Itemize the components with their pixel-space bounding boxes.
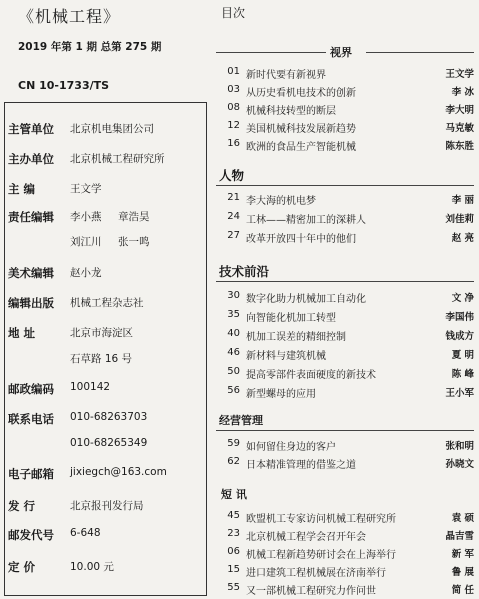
toc-article-title: 机械科技转型的断层 [246, 106, 336, 117]
toc-entry[interactable] [216, 437, 474, 451]
cn-number: CN 10-1733/TS [18, 79, 110, 92]
host-label: 主办单位 [8, 152, 54, 166]
phone-value-2: 010-68265349 [70, 437, 148, 449]
toc-author: 陈东胜 [445, 141, 474, 152]
phone-value-1: 010-68263703 [70, 411, 148, 423]
address-value-2: 石草路 16 号 [70, 353, 133, 365]
masthead-info-box [4, 102, 207, 596]
toc-author: 鲁 展 [451, 567, 474, 578]
toc-page-number: 08 [227, 102, 240, 113]
toc-article-title: 李大海的机电梦 [246, 196, 316, 207]
address-value-1: 北京市海淀区 [70, 327, 133, 339]
toc-author: 李国伟 [445, 312, 474, 323]
toc-article-title: 如何留住身边的客户 [246, 442, 336, 453]
toc-page-number: 23 [227, 528, 240, 539]
toc-article-title: 改革开放四十年中的他们 [246, 234, 356, 245]
toc-page-number: 40 [227, 328, 240, 339]
toc-entry[interactable] [216, 229, 474, 243]
toc-author: 夏 明 [451, 350, 474, 361]
price-label: 定 价 [8, 560, 36, 574]
toc-page-number: 59 [227, 438, 240, 449]
section-vision-heading: 视界 [330, 46, 352, 59]
resp-editor-value-2: 章浩昊 [118, 211, 150, 223]
sponsor-value: 北京机电集团公司 [70, 123, 154, 135]
editor-label: 主 编 [8, 182, 36, 196]
resp-editor-value-4: 张一鸣 [118, 236, 150, 248]
toc-author: 孙晓文 [445, 459, 474, 470]
toc-page-number: 24 [227, 211, 240, 222]
section-divider [216, 185, 474, 186]
toc-entry[interactable] [216, 545, 474, 559]
toc-author: 文 净 [451, 293, 474, 304]
toc-article-title: 数字化助力机械加工自动化 [246, 294, 366, 305]
toc-page-number: 30 [227, 290, 240, 301]
resp-editor-value-3: 刘江川 [70, 236, 102, 248]
toc-entry[interactable] [216, 65, 474, 79]
toc-entry[interactable] [216, 581, 474, 595]
resp-editor-value-1: 李小燕 [70, 211, 102, 223]
section-tech-heading: 技术前沿 [219, 264, 270, 279]
toc-author: 陈 峰 [451, 369, 474, 380]
toc-article-title: 欧盟机工专家访问机械工程研究所 [246, 514, 396, 525]
toc-article-title: 又一部机械工程研究力作问世 [246, 586, 376, 597]
toc-entry[interactable] [216, 210, 474, 224]
toc-author: 新 军 [451, 549, 474, 560]
toc-article-title: 欧洲的食品生产智能机械 [246, 142, 356, 153]
section-news-heading: 短 讯 [221, 488, 247, 501]
toc-page-number: 15 [227, 564, 240, 575]
sponsor-label: 主管单位 [8, 122, 54, 136]
toc-author: 袁 硕 [451, 513, 474, 524]
toc-page-number: 06 [227, 546, 240, 557]
art-editor-label: 美术编辑 [8, 266, 54, 280]
toc-entry[interactable] [216, 83, 474, 97]
email-label: 电子邮箱 [8, 467, 54, 481]
postcode-value: 100142 [70, 381, 111, 393]
toc-entry[interactable] [216, 327, 474, 341]
toc-article-title: 美国机械科技发展新趋势 [246, 124, 356, 135]
toc-entry[interactable] [216, 101, 474, 115]
toc-entry[interactable] [216, 509, 474, 523]
toc-page-number: 12 [227, 120, 240, 131]
distribution-value: 北京报刊发行局 [70, 500, 144, 512]
email-value: jixiegch@163.com [70, 466, 167, 478]
section-people-heading: 人物 [219, 168, 245, 183]
section-divider [366, 52, 474, 53]
toc-entry[interactable] [216, 289, 474, 303]
publisher-value: 机械工程杂志社 [70, 297, 144, 309]
toc-page-number: 55 [227, 582, 240, 593]
toc-author: 钱成方 [445, 331, 474, 342]
toc-entry[interactable] [216, 119, 474, 133]
toc-article-title: 日本精准管理的借鉴之道 [246, 460, 356, 471]
address-label: 地 址 [8, 326, 36, 340]
toc-page-number: 62 [227, 456, 240, 467]
toc-author: 王小军 [445, 388, 474, 399]
toc-article-title: 工林——精密加工的深耕人 [246, 215, 366, 226]
toc-author: 简 任 [451, 585, 474, 596]
toc-entry[interactable] [216, 455, 474, 469]
toc-author: 赵 亮 [451, 233, 474, 244]
phone-label: 联系电话 [8, 412, 54, 426]
toc-page-number: 56 [227, 385, 240, 396]
distribution-label: 发 行 [8, 499, 36, 513]
toc-article-title: 北京机械工程学会召开年会 [246, 532, 366, 543]
toc-page-number: 35 [227, 309, 240, 320]
journal-title: 《机械工程》 [18, 7, 121, 26]
toc-article-title: 新型螺母的应用 [246, 389, 316, 400]
section-divider [216, 52, 326, 53]
toc-author: 刘佳莉 [445, 214, 474, 225]
host-value: 北京机械工程研究所 [70, 153, 165, 165]
section-divider [216, 281, 474, 282]
toc-entry[interactable] [216, 365, 474, 379]
toc-article-title: 新时代要有新视界 [246, 70, 326, 81]
toc-article-title: 新材料与建筑机械 [246, 351, 326, 362]
toc-page-number: 45 [227, 510, 240, 521]
toc-page-number: 46 [227, 347, 240, 358]
toc-page-number: 03 [227, 84, 240, 95]
toc-article-title: 进口建筑工程机械展在济南举行 [246, 568, 386, 579]
toc-entry[interactable] [216, 346, 474, 360]
price-value: 10.00 元 [70, 561, 114, 573]
toc-author: 李 丽 [451, 195, 474, 206]
toc-article-title: 提高零部件表面硬度的新技术 [246, 370, 376, 381]
toc-page-number: 21 [227, 192, 240, 203]
toc-page-number: 50 [227, 366, 240, 377]
toc-entry[interactable] [216, 137, 474, 151]
toc-article-title: 机加工误差的精细控制 [246, 332, 346, 343]
toc-entry[interactable] [216, 191, 474, 205]
postal-code-value: 6-648 [70, 527, 101, 539]
toc-page-number: 27 [227, 230, 240, 241]
toc-page-number: 01 [227, 66, 240, 77]
toc-author: 张和明 [445, 441, 474, 452]
toc-entry[interactable] [216, 563, 474, 577]
section-management-heading: 经营管理 [219, 414, 263, 427]
toc-entry[interactable] [216, 308, 474, 322]
art-editor-value: 赵小龙 [70, 267, 102, 279]
toc-author: 晶吉雪 [445, 531, 474, 542]
publisher-label: 编辑出版 [8, 296, 54, 310]
toc-author: 李大明 [445, 105, 474, 116]
toc-article-title: 机械工程新趋势研讨会在上海举行 [246, 550, 396, 561]
toc-entry[interactable] [216, 527, 474, 541]
toc-heading: 目次 [221, 6, 246, 20]
editor-value: 王文学 [70, 183, 102, 195]
postal-code-label: 邮发代号 [8, 528, 54, 542]
postcode-label: 邮政编码 [8, 382, 54, 396]
toc-page-number: 16 [227, 138, 240, 149]
toc-entry[interactable] [216, 384, 474, 398]
resp-editor-label: 责任编辑 [8, 210, 54, 224]
toc-article-title: 从历史看机电技术的创新 [246, 88, 356, 99]
section-divider [216, 430, 474, 431]
toc-author: 李 冰 [451, 87, 474, 98]
issue-line: 2019 年第 1 期 总第 275 期 [18, 41, 162, 53]
toc-author: 马克敏 [445, 123, 474, 134]
toc-article-title: 向智能化机加工转型 [246, 313, 336, 324]
toc-author: 王文学 [445, 69, 474, 80]
